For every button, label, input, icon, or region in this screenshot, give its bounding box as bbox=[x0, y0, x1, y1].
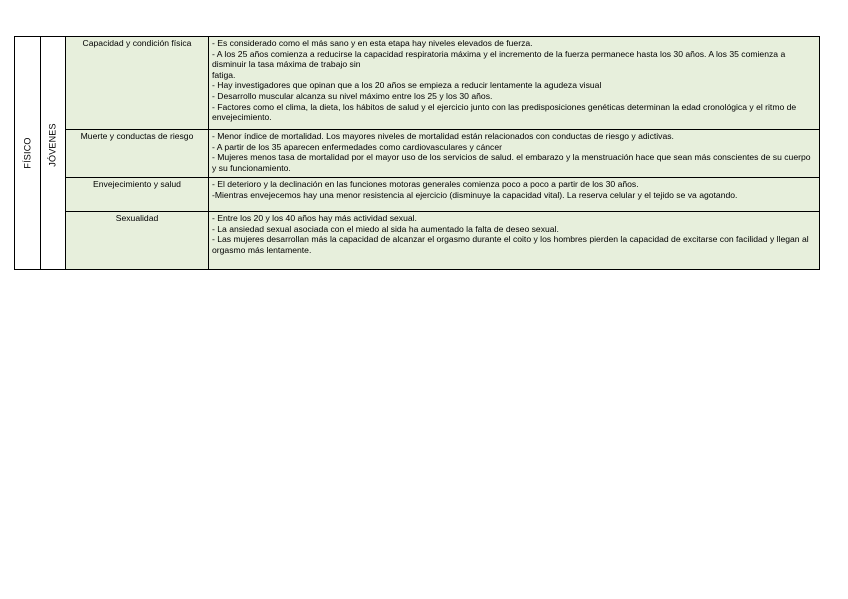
description-line: - Entre los 20 y los 40 años hay más actividad sexual. bbox=[212, 213, 417, 223]
description-line: - A partir de los 35 aparecen enfermedades como cardiovasculares y cáncer bbox=[212, 141, 502, 152]
description-line: - A los 25 años comienza a reducirse la capacidad respiratoria máxima y el incremento de la fuerza permanece hasta los 30 años. A los 35 comienza a disminuir la tasa máxima de trabajo sin bbox=[212, 48, 786, 70]
table-row bbox=[15, 37, 820, 130]
topic-cell bbox=[66, 37, 209, 130]
description-line: fatiga. bbox=[212, 69, 236, 80]
development-table bbox=[14, 36, 820, 270]
description-line: - El deterioro y la declinación en las funciones motoras generales comienza poco a poco a partir de los 30 años. bbox=[212, 179, 639, 189]
description-line: - Menor índice de mortalidad. Los mayores niveles de mortalidad están relacionados con conductas de riesgo y adictivas. bbox=[212, 131, 674, 141]
description-cell bbox=[209, 37, 820, 130]
dimension-label: FÍSICO bbox=[22, 137, 33, 169]
description-line: - Hay investigadores que opinan que a los 20 años se empieza a reducir lentamente la agudeza visual bbox=[212, 80, 602, 91]
table-row bbox=[15, 130, 820, 178]
description-line: - Es considerado como el más sano y en esta etapa hay niveles elevados de fuerza. bbox=[212, 38, 533, 48]
topic-label: Muerte y conductas de riesgo bbox=[80, 131, 194, 141]
description-cell bbox=[209, 130, 820, 178]
description-line: - La ansiedad sexual asociada con el miedo al sida ha aumentado la falta de deseo sexual. bbox=[212, 223, 559, 234]
topic-label: Envejecimiento y salud bbox=[93, 179, 181, 189]
topic-label: Sexualidad bbox=[115, 213, 159, 223]
description-cell bbox=[209, 212, 820, 270]
topic-cell bbox=[66, 212, 209, 270]
group-label: JÓVENES bbox=[47, 123, 58, 167]
description-line: - Factores como el clima, la dieta, los hábitos de salud y el ejercicio junto con las predisposiciones genéticas determinan la edad cronológica y el ritmo de envejecimiento. bbox=[212, 101, 797, 123]
description-line: - Desarrollo muscular alcanza su nivel máximo entre los 25 y los 30 años. bbox=[212, 90, 493, 101]
dimension-cell bbox=[15, 37, 41, 270]
topic-cell bbox=[66, 178, 209, 212]
group-cell bbox=[41, 37, 66, 270]
description-line: - Mujeres menos tasa de mortalidad por el mayor uso de los servicios de salud. el embarazo y la menstruación hace que sean más conscientes de su cuerpo y su funcionamiento. bbox=[212, 152, 811, 173]
topic-cell bbox=[66, 130, 209, 178]
topic-label: Capacidad y condición física bbox=[82, 38, 192, 48]
description-cell bbox=[209, 178, 820, 212]
table-row bbox=[15, 212, 820, 270]
description-line: - Las mujeres desarrollan más la capacidad de alcanzar el orgasmo durante el coito y los hombres pierden la capacidad de excitarse con facilidad y llegan al orgasmo más lentamente. bbox=[212, 234, 809, 255]
table-row bbox=[15, 178, 820, 212]
description-line: -Mientras envejecemos hay una menor resistencia al ejercicio (disminuye la capacidad vital). La reserva celular y el tejido se va agotando. bbox=[212, 189, 738, 200]
